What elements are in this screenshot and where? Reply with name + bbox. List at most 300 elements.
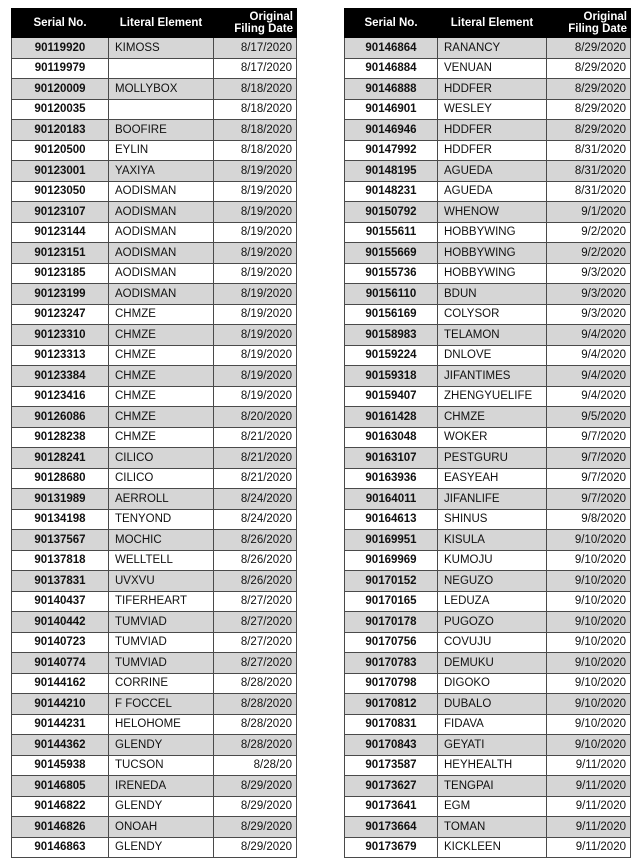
filing-date-cell: 9/10/2020 xyxy=(547,612,631,633)
filing-date-cell: 8/28/2020 xyxy=(214,714,297,735)
filing-date-cell: 8/27/2020 xyxy=(214,653,297,674)
serial-no-cell: 90146888 xyxy=(345,79,438,100)
serial-no-cell: 90128238 xyxy=(12,427,109,448)
table-row xyxy=(12,530,297,551)
serial-no-cell: 90123144 xyxy=(12,222,109,243)
table-row xyxy=(12,284,297,305)
serial-no-cell: 90123416 xyxy=(12,386,109,407)
literal-element-cell: EASYEAH xyxy=(438,468,547,489)
literal-element-cell: CHMZE xyxy=(438,407,547,428)
table-row xyxy=(345,99,631,120)
filing-date-cell: 8/24/2020 xyxy=(214,509,297,530)
table-row xyxy=(345,468,631,489)
table-row xyxy=(12,58,297,79)
filing-date-cell: 8/28/2020 xyxy=(214,735,297,756)
table-row xyxy=(12,202,297,223)
table-row xyxy=(345,202,631,223)
filing-date-cell: 8/27/2020 xyxy=(214,612,297,633)
filing-date-cell: 9/4/2020 xyxy=(547,345,631,366)
table-row xyxy=(345,591,631,612)
table-row xyxy=(345,653,631,674)
table-row xyxy=(12,694,297,715)
literal-element-cell: CHMZE xyxy=(109,427,214,448)
filing-date-cell: 9/10/2020 xyxy=(547,632,631,653)
filing-date-cell: 8/19/2020 xyxy=(214,304,297,325)
filing-date-cell: 9/4/2020 xyxy=(547,386,631,407)
filing-date-cell: 9/1/2020 xyxy=(547,202,631,223)
literal-element-cell: AODISMAN xyxy=(109,243,214,264)
filing-date-cell: 8/19/2020 xyxy=(214,263,297,284)
filing-date-cell: 8/17/2020 xyxy=(214,58,297,79)
literal-element-cell: KICKLEEN xyxy=(438,837,547,858)
header-filing-date xyxy=(547,9,631,38)
filing-date-cell: 8/29/2020 xyxy=(214,817,297,838)
literal-element-cell: KISULA xyxy=(438,530,547,551)
filing-date-cell: 8/19/2020 xyxy=(214,386,297,407)
table-row xyxy=(12,79,297,100)
literal-element-cell xyxy=(109,99,214,120)
serial-no-cell: 90173627 xyxy=(345,776,438,797)
table-row xyxy=(345,571,631,592)
header-filing-date-line1: Original xyxy=(583,11,627,23)
serial-no-cell: 90146826 xyxy=(12,817,109,838)
filing-date-cell: 9/7/2020 xyxy=(547,468,631,489)
filing-date-cell: 9/10/2020 xyxy=(547,653,631,674)
literal-element-cell: PUGOZO xyxy=(438,612,547,633)
filing-date-cell: 8/18/2020 xyxy=(214,99,297,120)
serial-no-cell: 90123185 xyxy=(12,263,109,284)
serial-no-cell: 90123199 xyxy=(12,284,109,305)
table-row xyxy=(12,448,297,469)
serial-no-cell: 90170812 xyxy=(345,694,438,715)
serial-no-cell: 90173664 xyxy=(345,817,438,838)
table-row xyxy=(345,694,631,715)
table-row xyxy=(12,222,297,243)
serial-no-cell: 90137567 xyxy=(12,530,109,551)
serial-no-cell: 90169969 xyxy=(345,550,438,571)
literal-element-cell: GLENDY xyxy=(109,837,214,858)
table-row xyxy=(345,181,631,202)
serial-no-cell: 90159318 xyxy=(345,366,438,387)
table-row xyxy=(345,304,631,325)
filing-date-cell: 9/11/2020 xyxy=(547,837,631,858)
table-row xyxy=(12,776,297,797)
literal-element-cell: PESTGURU xyxy=(438,448,547,469)
filing-date-cell: 8/19/2020 xyxy=(214,366,297,387)
literal-element-cell: SHINUS xyxy=(438,509,547,530)
header-filing-date-line2: Filing Date xyxy=(568,23,627,35)
filing-date-cell: 8/19/2020 xyxy=(214,181,297,202)
serial-no-cell: 90140723 xyxy=(12,632,109,653)
serial-no-cell: 90123050 xyxy=(12,181,109,202)
filing-date-cell: 8/27/2020 xyxy=(214,632,297,653)
filing-date-cell: 9/2/2020 xyxy=(547,222,631,243)
table-row xyxy=(345,612,631,633)
table-row xyxy=(12,366,297,387)
literal-element-cell: CHMZE xyxy=(109,366,214,387)
table-row xyxy=(12,509,297,530)
table-row xyxy=(12,407,297,428)
filing-date-cell: 8/21/2020 xyxy=(214,427,297,448)
filing-date-cell: 8/19/2020 xyxy=(214,243,297,264)
filing-date-cell: 8/29/2020 xyxy=(214,776,297,797)
table-row xyxy=(12,304,297,325)
literal-element-cell: JIFANLIFE xyxy=(438,489,547,510)
filing-date-cell: 8/19/2020 xyxy=(214,325,297,346)
filing-date-cell: 8/29/2020 xyxy=(214,837,297,858)
table-row xyxy=(12,550,297,571)
filing-date-cell: 8/27/2020 xyxy=(214,591,297,612)
filing-date-cell: 8/28/2020 xyxy=(214,673,297,694)
table-row xyxy=(345,386,631,407)
header-literal-element: Literal Element xyxy=(109,9,214,38)
serial-no-cell: 90163936 xyxy=(345,468,438,489)
filing-date-cell: 9/10/2020 xyxy=(547,591,631,612)
table-row xyxy=(345,427,631,448)
serial-no-cell: 90159224 xyxy=(345,345,438,366)
filing-date-cell: 9/7/2020 xyxy=(547,427,631,448)
serial-no-cell: 90156169 xyxy=(345,304,438,325)
table-row xyxy=(12,735,297,756)
literal-element-cell: JIFANTIMES xyxy=(438,366,547,387)
literal-element-cell: RANANCY xyxy=(438,38,547,59)
literal-element-cell: HOBBYWING xyxy=(438,263,547,284)
literal-element-cell: COLYSOR xyxy=(438,304,547,325)
serial-no-cell: 90148231 xyxy=(345,181,438,202)
table-row xyxy=(12,468,297,489)
literal-element-cell: DNLOVE xyxy=(438,345,547,366)
serial-no-cell: 90170798 xyxy=(345,673,438,694)
table-row xyxy=(12,161,297,182)
table-row xyxy=(345,38,631,59)
filing-date-cell: 8/31/2020 xyxy=(547,161,631,182)
serial-no-cell: 90164613 xyxy=(345,509,438,530)
serial-no-cell: 90146901 xyxy=(345,99,438,120)
filing-date-cell: 8/31/2020 xyxy=(547,140,631,161)
table-row xyxy=(12,612,297,633)
table-row xyxy=(345,489,631,510)
literal-element-cell: ZHENGYUELIFE xyxy=(438,386,547,407)
filing-date-cell: 8/17/2020 xyxy=(214,38,297,59)
literal-element-cell: EGM xyxy=(438,796,547,817)
table-row xyxy=(345,448,631,469)
serial-no-cell: 90128680 xyxy=(12,468,109,489)
literal-element-cell: TUMVIAD xyxy=(109,653,214,674)
literal-element-cell: GLENDY xyxy=(109,796,214,817)
table-row xyxy=(345,58,631,79)
serial-no-cell: 90119979 xyxy=(12,58,109,79)
serial-no-cell: 90145938 xyxy=(12,755,109,776)
table-row xyxy=(345,735,631,756)
filing-date-cell: 8/19/2020 xyxy=(214,284,297,305)
table-row xyxy=(345,120,631,141)
table-row xyxy=(345,714,631,735)
filing-date-cell: 9/10/2020 xyxy=(547,673,631,694)
serial-no-cell: 90123107 xyxy=(12,202,109,223)
literal-element-cell: HELOHOME xyxy=(109,714,214,735)
filing-date-cell: 8/26/2020 xyxy=(214,571,297,592)
literal-element-cell: KUMOJU xyxy=(438,550,547,571)
table-row xyxy=(345,263,631,284)
literal-element-cell: GEYATI xyxy=(438,735,547,756)
table-row xyxy=(12,181,297,202)
serial-no-cell: 90146864 xyxy=(345,38,438,59)
serial-no-cell: 90146805 xyxy=(12,776,109,797)
literal-element-cell: MOLLYBOX xyxy=(109,79,214,100)
serial-no-cell: 90161428 xyxy=(345,407,438,428)
table-row xyxy=(345,407,631,428)
serial-no-cell: 90140442 xyxy=(12,612,109,633)
serial-no-cell: 90144362 xyxy=(12,735,109,756)
filing-date-cell: 8/19/2020 xyxy=(214,345,297,366)
filing-date-cell: 8/29/2020 xyxy=(214,796,297,817)
filing-date-cell: 8/19/2020 xyxy=(214,202,297,223)
filing-date-cell: 9/4/2020 xyxy=(547,325,631,346)
serial-no-cell: 90170756 xyxy=(345,632,438,653)
literal-element-cell: WESLEY xyxy=(438,99,547,120)
table-header-row xyxy=(345,9,631,38)
literal-element-cell: ONOAH xyxy=(109,817,214,838)
literal-element-cell: F FOCCEL xyxy=(109,694,214,715)
serial-no-cell: 90144231 xyxy=(12,714,109,735)
serial-no-cell: 90158983 xyxy=(345,325,438,346)
filing-date-cell: 9/3/2020 xyxy=(547,304,631,325)
serial-no-cell: 90170152 xyxy=(345,571,438,592)
table-row xyxy=(345,325,631,346)
table-row xyxy=(345,673,631,694)
literal-element-cell: AODISMAN xyxy=(109,263,214,284)
table-row xyxy=(12,263,297,284)
serial-no-cell: 90146863 xyxy=(12,837,109,858)
filing-date-cell: 8/18/2020 xyxy=(214,120,297,141)
header-serial-no: Serial No. xyxy=(12,9,109,38)
literal-element-cell: CILICO xyxy=(109,448,214,469)
serial-no-cell: 90156110 xyxy=(345,284,438,305)
filing-date-cell: 8/26/2020 xyxy=(214,530,297,551)
serial-no-cell: 90144210 xyxy=(12,694,109,715)
filing-date-cell: 9/7/2020 xyxy=(547,489,631,510)
serial-no-cell: 90146884 xyxy=(345,58,438,79)
table-row xyxy=(12,427,297,448)
serial-no-cell: 90170843 xyxy=(345,735,438,756)
table-row xyxy=(345,366,631,387)
table-row xyxy=(12,99,297,120)
serial-no-cell: 90137818 xyxy=(12,550,109,571)
serial-no-cell: 90170783 xyxy=(345,653,438,674)
literal-element-cell: CHMZE xyxy=(109,345,214,366)
serial-no-cell: 90134198 xyxy=(12,509,109,530)
filing-date-cell: 8/29/2020 xyxy=(547,120,631,141)
table-row xyxy=(345,243,631,264)
serial-no-cell: 90163107 xyxy=(345,448,438,469)
literal-element-cell: BDUN xyxy=(438,284,547,305)
table-row xyxy=(12,632,297,653)
table-row xyxy=(12,591,297,612)
serial-no-cell: 90170165 xyxy=(345,591,438,612)
table-row xyxy=(345,755,631,776)
literal-element-cell: COVUJU xyxy=(438,632,547,653)
filing-date-cell: 8/29/2020 xyxy=(547,58,631,79)
serial-no-cell: 90140774 xyxy=(12,653,109,674)
serial-no-cell: 90119920 xyxy=(12,38,109,59)
serial-no-cell: 90120500 xyxy=(12,140,109,161)
header-serial-no: Serial No. xyxy=(345,9,438,38)
serial-no-cell: 90120183 xyxy=(12,120,109,141)
filing-date-cell: 9/8/2020 xyxy=(547,509,631,530)
serial-no-cell: 90140437 xyxy=(12,591,109,612)
serial-no-cell: 90170178 xyxy=(345,612,438,633)
header-filing-date-line2: Filing Date xyxy=(234,23,293,35)
table-row xyxy=(345,837,631,858)
literal-element-cell: AGUEDA xyxy=(438,161,547,182)
literal-element-cell: AODISMAN xyxy=(109,222,214,243)
table-row xyxy=(12,345,297,366)
filing-date-cell: 9/2/2020 xyxy=(547,243,631,264)
trademark-table-left xyxy=(11,8,297,858)
table-row xyxy=(12,755,297,776)
serial-no-cell: 90159407 xyxy=(345,386,438,407)
serial-no-cell: 90155669 xyxy=(345,243,438,264)
serial-no-cell: 90173641 xyxy=(345,796,438,817)
literal-element-cell: TOMAN xyxy=(438,817,547,838)
table-row xyxy=(12,120,297,141)
literal-element-cell: LEDUZA xyxy=(438,591,547,612)
filing-date-cell: 9/3/2020 xyxy=(547,263,631,284)
table-row xyxy=(12,714,297,735)
literal-element-cell: CORRINE xyxy=(109,673,214,694)
serial-no-cell: 90148195 xyxy=(345,161,438,182)
table-header-row xyxy=(12,9,297,38)
serial-no-cell: 90120035 xyxy=(12,99,109,120)
literal-element-cell: HOBBYWING xyxy=(438,222,547,243)
literal-element-cell: WOKER xyxy=(438,427,547,448)
table-row xyxy=(12,673,297,694)
serial-no-cell: 90155736 xyxy=(345,263,438,284)
filing-date-cell: 8/26/2020 xyxy=(214,550,297,571)
filing-date-cell: 9/10/2020 xyxy=(547,571,631,592)
filing-date-cell: 9/11/2020 xyxy=(547,755,631,776)
table-row xyxy=(345,161,631,182)
literal-element-cell: HDDFER xyxy=(438,79,547,100)
serial-no-cell: 90164011 xyxy=(345,489,438,510)
literal-element-cell: NEGUZO xyxy=(438,571,547,592)
literal-element-cell: TUMVIAD xyxy=(109,612,214,633)
serial-no-cell: 90146822 xyxy=(12,796,109,817)
literal-element-cell: TENYOND xyxy=(109,509,214,530)
header-filing-date xyxy=(214,9,297,38)
literal-element-cell: TENGPAI xyxy=(438,776,547,797)
literal-element-cell: TUCSON xyxy=(109,755,214,776)
serial-no-cell: 90120009 xyxy=(12,79,109,100)
literal-element-cell: WHENOW xyxy=(438,202,547,223)
serial-no-cell: 90123384 xyxy=(12,366,109,387)
filing-date-cell: 9/10/2020 xyxy=(547,550,631,571)
literal-element-cell: HEYHEALTH xyxy=(438,755,547,776)
filing-date-cell: 8/21/2020 xyxy=(214,468,297,489)
filing-date-cell: 8/19/2020 xyxy=(214,222,297,243)
table-row xyxy=(345,509,631,530)
table-row xyxy=(345,817,631,838)
filing-date-cell: 8/29/2020 xyxy=(547,79,631,100)
filing-date-cell: 8/19/2020 xyxy=(214,161,297,182)
table-row xyxy=(12,653,297,674)
filing-date-cell: 8/28/20 xyxy=(214,755,297,776)
literal-element-cell: BOOFIRE xyxy=(109,120,214,141)
literal-element-cell xyxy=(109,58,214,79)
filing-date-cell: 8/31/2020 xyxy=(547,181,631,202)
table-row xyxy=(12,837,297,858)
table-row xyxy=(12,489,297,510)
table-row xyxy=(345,140,631,161)
serial-no-cell: 90131989 xyxy=(12,489,109,510)
literal-element-cell: MOCHIC xyxy=(109,530,214,551)
serial-no-cell: 90169951 xyxy=(345,530,438,551)
serial-no-cell: 90150792 xyxy=(345,202,438,223)
filing-date-cell: 8/18/2020 xyxy=(214,140,297,161)
trademark-table-right xyxy=(344,8,631,858)
filing-date-cell: 8/28/2020 xyxy=(214,694,297,715)
serial-no-cell: 90123001 xyxy=(12,161,109,182)
serial-no-cell: 90123151 xyxy=(12,243,109,264)
literal-element-cell: AGUEDA xyxy=(438,181,547,202)
literal-element-cell: KIMOSS xyxy=(109,38,214,59)
serial-no-cell: 90173587 xyxy=(345,755,438,776)
filing-date-cell: 9/11/2020 xyxy=(547,817,631,838)
table-row xyxy=(345,632,631,653)
serial-no-cell: 90123310 xyxy=(12,325,109,346)
serial-no-cell: 90173679 xyxy=(345,837,438,858)
table-row xyxy=(345,796,631,817)
serial-no-cell: 90147992 xyxy=(345,140,438,161)
literal-element-cell: HOBBYWING xyxy=(438,243,547,264)
literal-element-cell: TUMVIAD xyxy=(109,632,214,653)
table-row xyxy=(345,284,631,305)
literal-element-cell: TIFERHEART xyxy=(109,591,214,612)
literal-element-cell: GLENDY xyxy=(109,735,214,756)
table-row xyxy=(345,776,631,797)
serial-no-cell: 90170831 xyxy=(345,714,438,735)
serial-no-cell: 90163048 xyxy=(345,427,438,448)
table-row xyxy=(12,817,297,838)
literal-element-cell: CHMZE xyxy=(109,386,214,407)
filing-date-cell: 9/11/2020 xyxy=(547,796,631,817)
serial-no-cell: 90137831 xyxy=(12,571,109,592)
table-row xyxy=(12,796,297,817)
literal-element-cell: AODISMAN xyxy=(109,202,214,223)
literal-element-cell: HDDFER xyxy=(438,140,547,161)
literal-element-cell: CHMZE xyxy=(109,304,214,325)
literal-element-cell: VENUAN xyxy=(438,58,547,79)
table-row xyxy=(345,79,631,100)
serial-no-cell: 90123247 xyxy=(12,304,109,325)
table-row xyxy=(12,325,297,346)
filing-date-cell: 8/29/2020 xyxy=(547,99,631,120)
filing-date-cell: 9/4/2020 xyxy=(547,366,631,387)
literal-element-cell: AERROLL xyxy=(109,489,214,510)
table-row xyxy=(12,386,297,407)
serial-no-cell: 90126086 xyxy=(12,407,109,428)
header-filing-date-line1: Original xyxy=(249,11,293,23)
table-row xyxy=(345,550,631,571)
filing-date-cell: 9/5/2020 xyxy=(547,407,631,428)
filing-date-cell: 8/18/2020 xyxy=(214,79,297,100)
filing-date-cell: 9/10/2020 xyxy=(547,714,631,735)
literal-element-cell: AODISMAN xyxy=(109,284,214,305)
literal-element-cell: DEMUKU xyxy=(438,653,547,674)
table-row xyxy=(345,345,631,366)
serial-no-cell: 90123313 xyxy=(12,345,109,366)
table-row xyxy=(345,222,631,243)
